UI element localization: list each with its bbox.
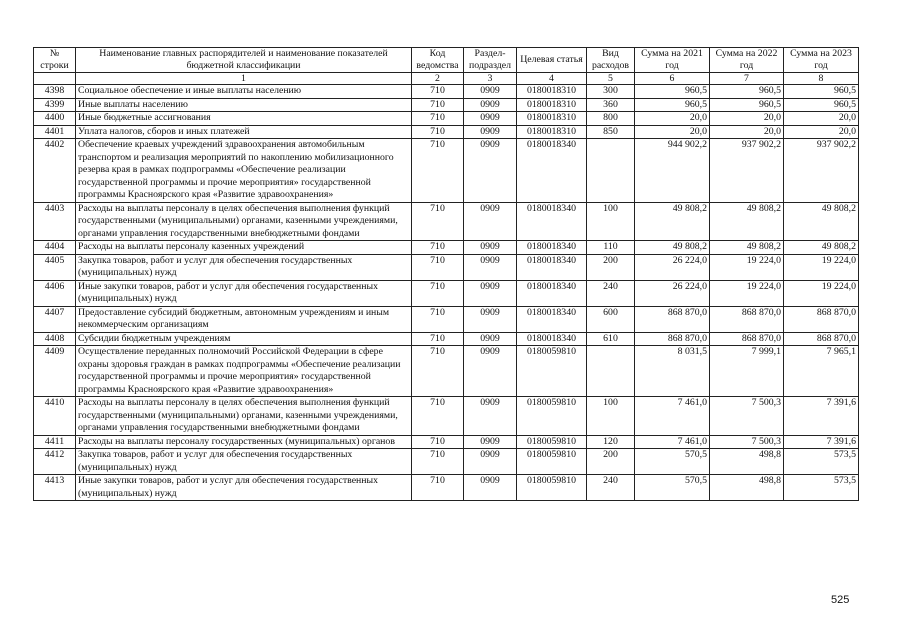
item-name-cell: Субсидии бюджетным учреждениям xyxy=(76,332,412,346)
header-dept-code: Код ведомства xyxy=(412,48,464,73)
expense-type-cell: 360 xyxy=(587,98,635,112)
table-row xyxy=(34,397,859,436)
dept-code-cell: 710 xyxy=(412,98,464,112)
target-cell: 0180059810 xyxy=(517,397,587,436)
column-index-cell: 1 xyxy=(76,73,412,85)
sum-2023-cell: 7 965,1 xyxy=(784,346,859,397)
header-expense-type: Вид расходов xyxy=(587,48,635,73)
sum-2021-cell: 570,5 xyxy=(635,449,710,475)
column-index-cell: 6 xyxy=(635,73,710,85)
sum-2023-cell: 49 808,2 xyxy=(784,241,859,255)
table-row xyxy=(34,254,859,280)
target-cell: 0180018340 xyxy=(517,332,587,346)
row-number-cell: 4403 xyxy=(34,202,76,241)
sum-2021-cell: 868 870,0 xyxy=(635,332,710,346)
dept-code-cell: 710 xyxy=(412,280,464,306)
sum-2022-cell: 498,8 xyxy=(710,475,784,501)
target-cell: 0180018340 xyxy=(517,306,587,332)
header-name: Наименование главных распорядителей и наименование показателей бюджетной классификации xyxy=(76,48,412,73)
section-cell: 0909 xyxy=(464,125,517,139)
expense-type-cell: 240 xyxy=(587,280,635,306)
table-row xyxy=(34,475,859,501)
expense-type-cell: 100 xyxy=(587,397,635,436)
sum-2023-cell: 49 808,2 xyxy=(784,202,859,241)
sum-2023-cell: 20,0 xyxy=(784,125,859,139)
section-cell: 0909 xyxy=(464,139,517,203)
dept-code-cell: 710 xyxy=(412,306,464,332)
sum-2022-cell: 937 902,2 xyxy=(710,139,784,203)
row-number-cell: 4401 xyxy=(34,125,76,139)
sum-2021-cell: 20,0 xyxy=(635,112,710,126)
header-row-number: № строки xyxy=(34,48,76,73)
dept-code-cell: 710 xyxy=(412,125,464,139)
expense-type-cell: 850 xyxy=(587,125,635,139)
target-cell: 0180059810 xyxy=(517,346,587,397)
item-name-cell: Осуществление переданных полномочий Российской Федерации в сфере охраны здоровья граждан в рамках подпрограммы «Обеспечение реализации государственной программы и прочие мероприятия» государственной программы Красноярского края «Развитие здравоохранения» xyxy=(76,346,412,397)
dept-code-cell: 710 xyxy=(412,202,464,241)
table-row xyxy=(34,112,859,126)
sum-2022-cell: 868 870,0 xyxy=(710,332,784,346)
row-number-cell: 4408 xyxy=(34,332,76,346)
dept-code-cell: 710 xyxy=(412,435,464,449)
row-number-cell: 4410 xyxy=(34,397,76,436)
expense-type-cell: 800 xyxy=(587,112,635,126)
dept-code-cell: 710 xyxy=(412,346,464,397)
sum-2023-cell: 960,5 xyxy=(784,85,859,99)
row-number-cell: 4413 xyxy=(34,475,76,501)
column-index-cell xyxy=(34,73,76,85)
dept-code-cell: 710 xyxy=(412,112,464,126)
sum-2022-cell: 868 870,0 xyxy=(710,306,784,332)
table-row xyxy=(34,202,859,241)
sum-2021-cell: 944 902,2 xyxy=(635,139,710,203)
sum-2022-cell: 7 500,3 xyxy=(710,397,784,436)
column-index-cell: 3 xyxy=(464,73,517,85)
item-name-cell: Иные выплаты населению xyxy=(76,98,412,112)
row-number-cell: 4402 xyxy=(34,139,76,203)
sum-2021-cell: 49 808,2 xyxy=(635,202,710,241)
sum-2022-cell: 20,0 xyxy=(710,112,784,126)
sum-2021-cell: 960,5 xyxy=(635,98,710,112)
target-cell: 0180059810 xyxy=(517,475,587,501)
sum-2023-cell: 19 224,0 xyxy=(784,254,859,280)
section-cell: 0909 xyxy=(464,98,517,112)
sum-2023-cell: 7 391,6 xyxy=(784,435,859,449)
dept-code-cell: 710 xyxy=(412,397,464,436)
table-row xyxy=(34,280,859,306)
dept-code-cell: 710 xyxy=(412,254,464,280)
table-row xyxy=(34,306,859,332)
section-cell: 0909 xyxy=(464,332,517,346)
column-index-cell: 2 xyxy=(412,73,464,85)
section-cell: 0909 xyxy=(464,202,517,241)
row-number-cell: 4407 xyxy=(34,306,76,332)
page-number: 525 xyxy=(831,594,850,606)
sum-2022-cell: 7 999,1 xyxy=(710,346,784,397)
section-cell: 0909 xyxy=(464,306,517,332)
sum-2021-cell: 570,5 xyxy=(635,475,710,501)
dept-code-cell: 710 xyxy=(412,332,464,346)
header-section: Раздел-подраздел xyxy=(464,48,517,73)
sum-2021-cell: 8 031,5 xyxy=(635,346,710,397)
expense-type-cell xyxy=(587,346,635,397)
sum-2022-cell: 20,0 xyxy=(710,125,784,139)
target-cell: 0180018340 xyxy=(517,254,587,280)
header-target: Целевая статья xyxy=(517,48,587,73)
target-cell: 0180018310 xyxy=(517,125,587,139)
expense-type-cell xyxy=(587,139,635,203)
section-cell: 0909 xyxy=(464,397,517,436)
item-name-cell: Обеспечение краевых учреждений здравоохранения автомобильным транспортом и реализация мероприятий по накоплению мобилизационного резерва края в рамках подпрограммы «Обеспечение реализации государственной программы и прочие мероприятия» государственной программы Красноярского края «Развитие здравоохранения» xyxy=(76,139,412,203)
target-cell: 0180018340 xyxy=(517,139,587,203)
sum-2023-cell: 19 224,0 xyxy=(784,280,859,306)
sum-2023-cell: 868 870,0 xyxy=(784,306,859,332)
header-row xyxy=(34,48,859,73)
target-cell: 0180059810 xyxy=(517,449,587,475)
sum-2023-cell: 573,5 xyxy=(784,475,859,501)
sum-2021-cell: 7 461,0 xyxy=(635,397,710,436)
header-sum-2021: Сумма на 2021 год xyxy=(635,48,710,73)
dept-code-cell: 710 xyxy=(412,139,464,203)
item-name-cell: Иные бюджетные ассигнования xyxy=(76,112,412,126)
item-name-cell: Закупка товаров, работ и услуг для обеспечения государственных (муниципальных) нужд xyxy=(76,449,412,475)
item-name-cell: Иные закупки товаров, работ и услуг для обеспечения государственных (муниципальных) нужд xyxy=(76,280,412,306)
expense-type-cell: 120 xyxy=(587,435,635,449)
table-row xyxy=(34,241,859,255)
table-row xyxy=(34,332,859,346)
budget-table xyxy=(33,47,859,501)
section-cell: 0909 xyxy=(464,85,517,99)
dept-code-cell: 710 xyxy=(412,449,464,475)
section-cell: 0909 xyxy=(464,254,517,280)
target-cell: 0180018310 xyxy=(517,112,587,126)
sum-2023-cell: 868 870,0 xyxy=(784,332,859,346)
row-number-cell: 4412 xyxy=(34,449,76,475)
header-sum-2022: Сумма на 2022 год xyxy=(710,48,784,73)
sum-2022-cell: 19 224,0 xyxy=(710,254,784,280)
dept-code-cell: 710 xyxy=(412,241,464,255)
target-cell: 0180018340 xyxy=(517,202,587,241)
table-row xyxy=(34,139,859,203)
section-cell: 0909 xyxy=(464,112,517,126)
row-number-cell: 4411 xyxy=(34,435,76,449)
row-number-cell: 4409 xyxy=(34,346,76,397)
sum-2022-cell: 960,5 xyxy=(710,98,784,112)
sum-2022-cell: 49 808,2 xyxy=(710,202,784,241)
expense-type-cell: 100 xyxy=(587,202,635,241)
sum-2021-cell: 20,0 xyxy=(635,125,710,139)
item-name-cell: Расходы на выплаты персоналу в целях обеспечения выполнения функций государственными (муниципальными) органами, казенными учреждениями, органами управления государственными внебюджетными фондами xyxy=(76,397,412,436)
section-cell: 0909 xyxy=(464,449,517,475)
expense-type-cell: 600 xyxy=(587,306,635,332)
sum-2022-cell: 49 808,2 xyxy=(710,241,784,255)
expense-type-cell: 300 xyxy=(587,85,635,99)
sum-2021-cell: 960,5 xyxy=(635,85,710,99)
table-row xyxy=(34,346,859,397)
row-number-cell: 4404 xyxy=(34,241,76,255)
row-number-cell: 4400 xyxy=(34,112,76,126)
sum-2023-cell: 573,5 xyxy=(784,449,859,475)
sum-2021-cell: 7 461,0 xyxy=(635,435,710,449)
column-index-cell: 4 xyxy=(517,73,587,85)
sum-2022-cell: 7 500,3 xyxy=(710,435,784,449)
column-index-row xyxy=(34,73,859,85)
section-cell: 0909 xyxy=(464,280,517,306)
sum-2022-cell: 19 224,0 xyxy=(710,280,784,306)
sum-2023-cell: 937 902,2 xyxy=(784,139,859,203)
table-row xyxy=(34,98,859,112)
section-cell: 0909 xyxy=(464,435,517,449)
expense-type-cell: 200 xyxy=(587,254,635,280)
header-sum-2023: Сумма на 2023 год xyxy=(784,48,859,73)
row-number-cell: 4405 xyxy=(34,254,76,280)
target-cell: 0180018340 xyxy=(517,280,587,306)
target-cell: 0180018340 xyxy=(517,241,587,255)
expense-type-cell: 240 xyxy=(587,475,635,501)
column-index-cell: 8 xyxy=(784,73,859,85)
target-cell: 0180059810 xyxy=(517,435,587,449)
section-cell: 0909 xyxy=(464,346,517,397)
sum-2023-cell: 7 391,6 xyxy=(784,397,859,436)
expense-type-cell: 610 xyxy=(587,332,635,346)
sum-2022-cell: 498,8 xyxy=(710,449,784,475)
target-cell: 0180018310 xyxy=(517,85,587,99)
sum-2021-cell: 26 224,0 xyxy=(635,254,710,280)
item-name-cell: Предоставление субсидий бюджетным, автономным учреждениям и иным некоммерческим организациям xyxy=(76,306,412,332)
item-name-cell: Социальное обеспечение и иные выплаты населению xyxy=(76,85,412,99)
item-name-cell: Расходы на выплаты персоналу в целях обеспечения выполнения функций государственными (муниципальными) органами, казенными учреждениями, органами управления государственными внебюджетными фондами xyxy=(76,202,412,241)
sum-2021-cell: 49 808,2 xyxy=(635,241,710,255)
table-row xyxy=(34,125,859,139)
item-name-cell: Закупка товаров, работ и услуг для обеспечения государственных (муниципальных) нужд xyxy=(76,254,412,280)
row-number-cell: 4398 xyxy=(34,85,76,99)
table-row xyxy=(34,449,859,475)
expense-type-cell: 110 xyxy=(587,241,635,255)
column-index-cell: 5 xyxy=(587,73,635,85)
sum-2021-cell: 868 870,0 xyxy=(635,306,710,332)
row-number-cell: 4399 xyxy=(34,98,76,112)
table-row xyxy=(34,435,859,449)
target-cell: 0180018310 xyxy=(517,98,587,112)
item-name-cell: Расходы на выплаты персоналу казенных учреждений xyxy=(76,241,412,255)
dept-code-cell: 710 xyxy=(412,85,464,99)
column-index-cell: 7 xyxy=(710,73,784,85)
table-row xyxy=(34,85,859,99)
sum-2023-cell: 20,0 xyxy=(784,112,859,126)
item-name-cell: Расходы на выплаты персоналу государственных (муниципальных) органов xyxy=(76,435,412,449)
expense-type-cell: 200 xyxy=(587,449,635,475)
sum-2022-cell: 960,5 xyxy=(710,85,784,99)
item-name-cell: Иные закупки товаров, работ и услуг для обеспечения государственных (муниципальных) нужд xyxy=(76,475,412,501)
item-name-cell: Уплата налогов, сборов и иных платежей xyxy=(76,125,412,139)
sum-2021-cell: 26 224,0 xyxy=(635,280,710,306)
sum-2023-cell: 960,5 xyxy=(784,98,859,112)
section-cell: 0909 xyxy=(464,475,517,501)
row-number-cell: 4406 xyxy=(34,280,76,306)
section-cell: 0909 xyxy=(464,241,517,255)
dept-code-cell: 710 xyxy=(412,475,464,501)
